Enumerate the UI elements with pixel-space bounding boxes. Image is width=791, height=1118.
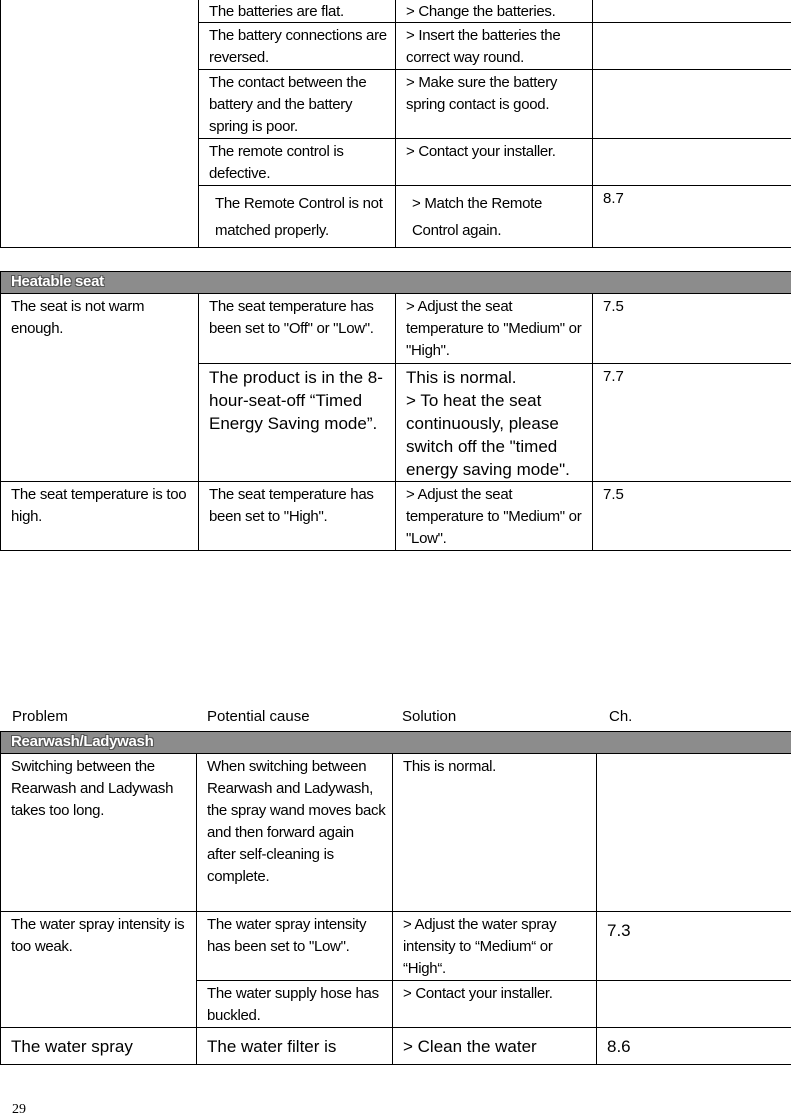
problem-cell: Switching between the Rearwash and Ladywash takes too long. (1, 754, 197, 912)
heatable-seat-table (0, 271, 791, 551)
remote-control-table (0, 0, 791, 248)
solution-cell: > Make sure the battery spring contact is good. (396, 70, 593, 139)
cause-cell: The remote control is defective. (199, 139, 396, 186)
solution-cell: > Match the Remote Control again. (396, 186, 593, 248)
chapter-cell: 7.5 (593, 294, 791, 364)
cause-cell: The contact between the battery and the battery spring is poor. (199, 70, 396, 139)
solution-cell: > Adjust the seat temperature to "Medium" or "High". (396, 294, 593, 364)
header-problem: Problem (12, 708, 68, 725)
cause-cell: The batteries are flat. (199, 0, 396, 23)
chapter-cell (593, 23, 791, 70)
chapter-cell (597, 981, 791, 1028)
chapter-cell (593, 139, 791, 186)
solution-cell: > Adjust the water spray intensity to “Medium“ or “High“. (393, 912, 597, 981)
page-number: 29 (12, 1102, 26, 1117)
cause-cell: The Remote Control is not matched properly. (199, 186, 396, 248)
cause-cell: The water spray intensity has been set to "Low". (197, 912, 393, 981)
solution-text: This is normal. (406, 368, 517, 387)
solution-cell: > Insert the batteries the correct way round. (396, 23, 593, 70)
cause-cell: The battery connections are reversed. (199, 23, 396, 70)
problem-cell: The seat is not warm enough. (1, 294, 199, 482)
problem-cell: The seat temperature is too high. (1, 482, 199, 551)
rearwash-ladywash-table (0, 731, 791, 1065)
problem-cell: The water spray (1, 1028, 197, 1065)
section-title-heatable-seat: Heatable seat (1, 272, 791, 294)
solution-cell: > Contact your installer. (396, 139, 593, 186)
solution-cell: > Contact your installer. (393, 981, 597, 1028)
chapter-cell (597, 754, 791, 912)
solution-cell: > Adjust the seat temperature to "Medium" or "Low". (396, 482, 593, 551)
cause-text: The product is in the 8-hour-seat-off “Timed Energy Saving mode”. (209, 368, 383, 433)
cause-cell: The seat temperature has been set to "High". (199, 482, 396, 551)
chapter-cell (593, 0, 791, 23)
chapter-cell (593, 70, 791, 139)
solution-cell: This is normal. (393, 754, 597, 912)
chapter-cell: 7.5 (593, 482, 791, 551)
solution-cell (396, 364, 593, 482)
chapter-cell: 8.6 (597, 1028, 791, 1065)
cause-cell: The water supply hose has buckled. (197, 981, 393, 1028)
cause-cell: The water filter is (197, 1028, 393, 1065)
chapter-cell: 8.7 (593, 186, 791, 248)
solution-text: > To heat the seat continuously, please switch off the "timed energy saving mode". (406, 391, 570, 479)
cause-cell (199, 364, 396, 482)
cause-cell: The seat temperature has been set to "Off" or "Low". (199, 294, 396, 364)
chapter-cell: 7.3 (597, 912, 791, 981)
solution-cell: > Clean the water (393, 1028, 597, 1065)
header-potential-cause: Potential cause (207, 708, 310, 725)
solution-cell: > Change the batteries. (396, 0, 593, 23)
cause-cell: When switching between Rearwash and Ladywash, the spray wand moves back and then forward again after self-cleaning is complete. (197, 754, 393, 912)
header-solution: Solution (402, 708, 457, 725)
chapter-cell: 7.7 (593, 364, 791, 482)
problem-cell: The water spray intensity is too weak. (1, 912, 197, 1028)
section-title-rearwash-ladywash: Rearwash/Ladywash (1, 732, 791, 754)
header-chapter: Ch. (609, 708, 633, 725)
problem-cell (1, 0, 199, 248)
